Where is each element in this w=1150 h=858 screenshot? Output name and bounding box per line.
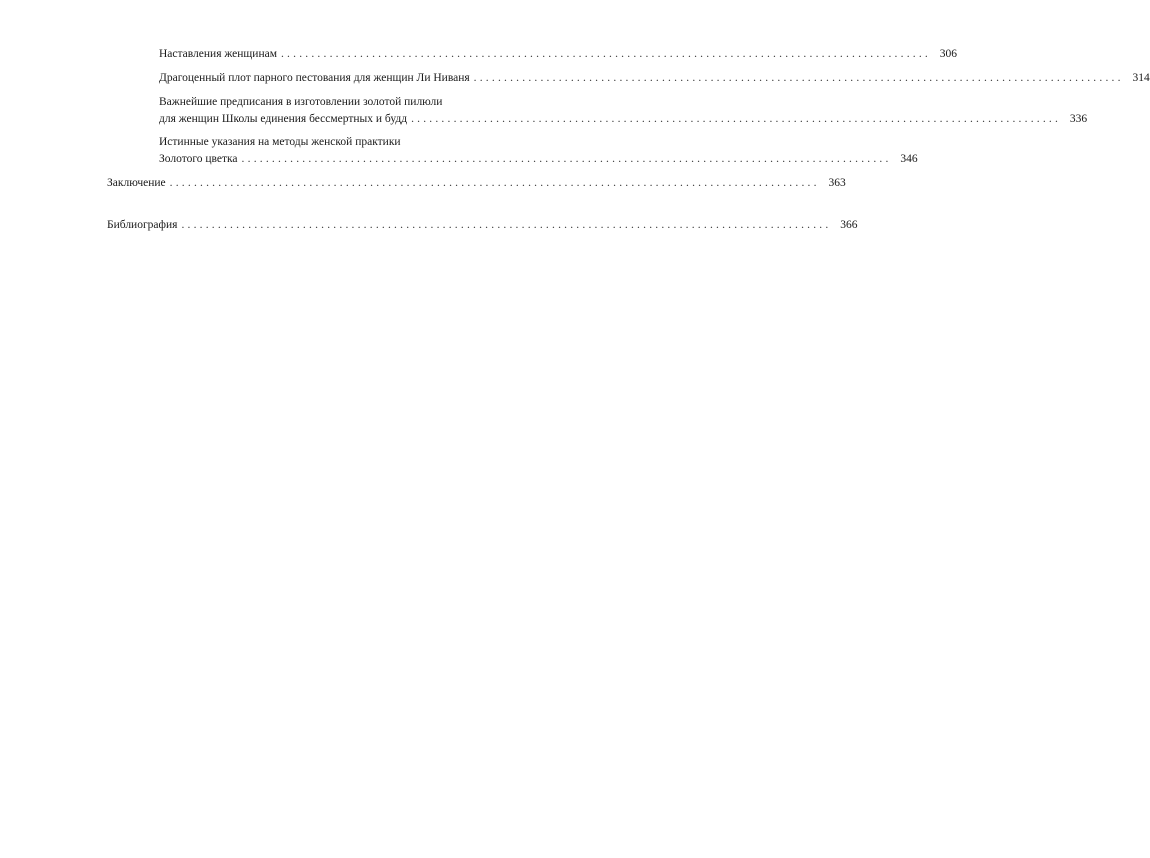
toc-page-number: 314 bbox=[1132, 72, 1150, 84]
toc-page-number: 306 bbox=[939, 48, 958, 60]
toc-entry bbox=[107, 70, 1150, 87]
toc-entry-title-line1: Истинные указания на методы женской практики bbox=[159, 136, 401, 148]
toc-entry-title-line2: для женщин Школы единения бессмертных и будд bbox=[159, 113, 408, 125]
dot-leader: ........................................................................................................... bbox=[169, 177, 820, 189]
dot-leader: ........................................................................................................... bbox=[473, 72, 1124, 84]
toc-entry bbox=[107, 175, 846, 192]
toc-line bbox=[159, 46, 958, 63]
toc-entry bbox=[107, 46, 958, 63]
toc-page-number: 336 bbox=[1069, 113, 1088, 125]
toc-entry-title: Библиография bbox=[107, 219, 178, 231]
toc-line bbox=[107, 175, 846, 192]
toc-page-number: 346 bbox=[900, 153, 918, 165]
dot-leader: ........................................................................................................... bbox=[411, 113, 1062, 125]
dot-leader: ........................................................................................................... bbox=[181, 219, 832, 231]
toc-entry bbox=[107, 217, 858, 234]
toc-entry-title-line1: Важнейшие предписания в изготовлении золотой пилюли bbox=[159, 96, 443, 108]
toc-entry-title-line2: Золотого цветка bbox=[159, 153, 238, 165]
toc-entry-title: Наставления женщинам bbox=[159, 48, 277, 60]
dot-leader: ........................................................................................................... bbox=[241, 153, 892, 165]
table-of-contents bbox=[107, 46, 1150, 234]
toc-page-number: 366 bbox=[840, 219, 858, 231]
dot-leader: ........................................................................................................... bbox=[280, 48, 932, 60]
toc-entry bbox=[107, 134, 918, 168]
toc-line bbox=[159, 111, 1088, 128]
toc-line bbox=[107, 217, 858, 234]
toc-entry bbox=[107, 94, 1088, 128]
toc-entry-title: Заключение bbox=[107, 177, 166, 189]
toc-entry-title: Драгоценный плот парного пестования для женщин Ли Ниваня bbox=[159, 72, 470, 84]
toc-page-number: 363 bbox=[828, 177, 846, 189]
toc-line bbox=[159, 70, 1150, 87]
toc-line bbox=[159, 151, 918, 168]
